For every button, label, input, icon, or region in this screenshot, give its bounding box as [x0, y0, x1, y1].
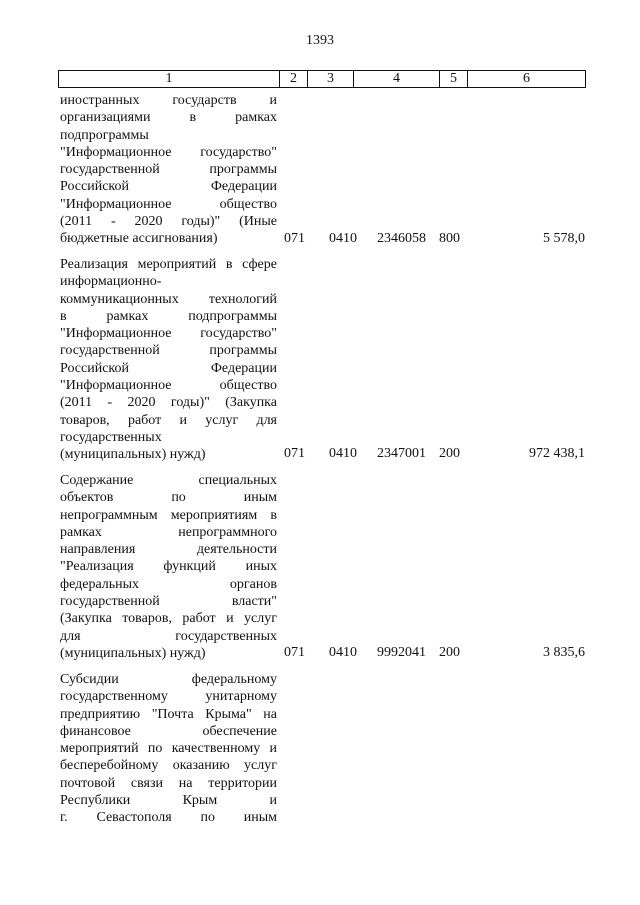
- expense-type-code: 200: [439, 645, 460, 660]
- section-code: 0410: [329, 231, 357, 246]
- ved-code: 071: [284, 446, 305, 461]
- row-description: [60, 472, 277, 662]
- amount: 3 835,6: [543, 645, 585, 660]
- header-col-6: 6: [523, 71, 530, 86]
- description-line: (2011 - 2020 годы)" (Закупка: [60, 395, 277, 411]
- description-line: в рамках подпрограммы: [60, 308, 277, 324]
- description-line: (Закупка товаров, работ и услуг: [60, 611, 277, 627]
- page-number: 1393: [306, 33, 334, 48]
- description-line: Республики Крым и: [60, 793, 277, 809]
- description-line: финансовое обеспечение: [60, 723, 277, 739]
- description-line: г. Севастополя по иным: [60, 810, 277, 826]
- description-line: для государственных: [60, 628, 277, 644]
- description-line: государственных: [60, 429, 162, 445]
- ved-code: 071: [284, 231, 305, 246]
- section-code: 0410: [329, 645, 357, 660]
- description-line: Российской Федерации: [60, 360, 277, 376]
- description-line: государственной программы: [60, 162, 277, 178]
- description-line: непрограммным мероприятиям в: [60, 507, 277, 523]
- description-line: направления деятельности: [60, 542, 277, 558]
- description-line: государственной власти": [60, 594, 277, 610]
- row-description: [60, 256, 277, 464]
- description-line: "Информационное общество: [60, 378, 277, 394]
- description-line: информационно-: [60, 274, 162, 290]
- header-col-4: 4: [354, 71, 440, 87]
- row-description: [60, 92, 277, 248]
- description-line: почтовой связи на территории: [60, 775, 277, 791]
- description-line: государственному унитарному: [60, 689, 277, 705]
- description-line: бесперебойному оказанию услуг: [60, 758, 277, 774]
- section-code: 0410: [329, 446, 357, 461]
- description-line: предприятию "Почта Крыма" на: [60, 706, 277, 722]
- description-line: "Реализация функций иных: [60, 559, 277, 575]
- header-col-3: 3: [308, 71, 354, 87]
- description-line: Субсидии федеральному: [60, 672, 277, 687]
- expense-type-code: 200: [439, 446, 460, 461]
- description-line: Российской Федерации: [60, 179, 277, 195]
- description-line: организациями в рамках: [60, 110, 277, 126]
- description-line: мероприятий по качественному и: [60, 741, 277, 757]
- amount: 972 438,1: [529, 446, 585, 461]
- description-line: федеральных органов: [60, 576, 277, 592]
- description-line: объектов по иным: [60, 490, 277, 506]
- target-article-code: 2347001: [377, 446, 426, 461]
- description-line: "Информационное государство": [60, 144, 277, 160]
- description-line: Реализация мероприятий в сфере: [60, 257, 277, 272]
- table-header: [58, 70, 586, 88]
- row-description: [60, 671, 277, 827]
- description-line: государственной программы: [60, 343, 277, 359]
- header-col-1: 1: [59, 71, 280, 87]
- description-line: подпрограммы: [60, 127, 149, 143]
- description-line: "Информационное государство": [60, 326, 277, 342]
- target-article-code: 2346058: [377, 231, 426, 246]
- target-article-code: 9992041: [377, 645, 426, 660]
- description-line: (муниципальных) нужд): [60, 645, 206, 661]
- description-line: (2011 - 2020 годы)" (Иные: [60, 214, 277, 230]
- description-line: иностранных государств и: [60, 93, 277, 108]
- description-line: рамках непрограммного: [60, 524, 277, 540]
- header-col-5: 5: [440, 71, 468, 87]
- description-line: товаров, работ и услуг для: [60, 412, 277, 428]
- description-line: Содержание специальных: [60, 473, 277, 488]
- description-line: коммуникационных технологий: [60, 291, 277, 307]
- expense-type-code: 800: [439, 231, 460, 246]
- description-line: "Информационное общество: [60, 196, 277, 212]
- description-line: (муниципальных) нужд): [60, 447, 206, 463]
- header-col-2: 2: [280, 71, 308, 87]
- description-line: бюджетные ассигнования): [60, 231, 218, 247]
- ved-code: 071: [284, 645, 305, 660]
- amount: 5 578,0: [543, 231, 585, 246]
